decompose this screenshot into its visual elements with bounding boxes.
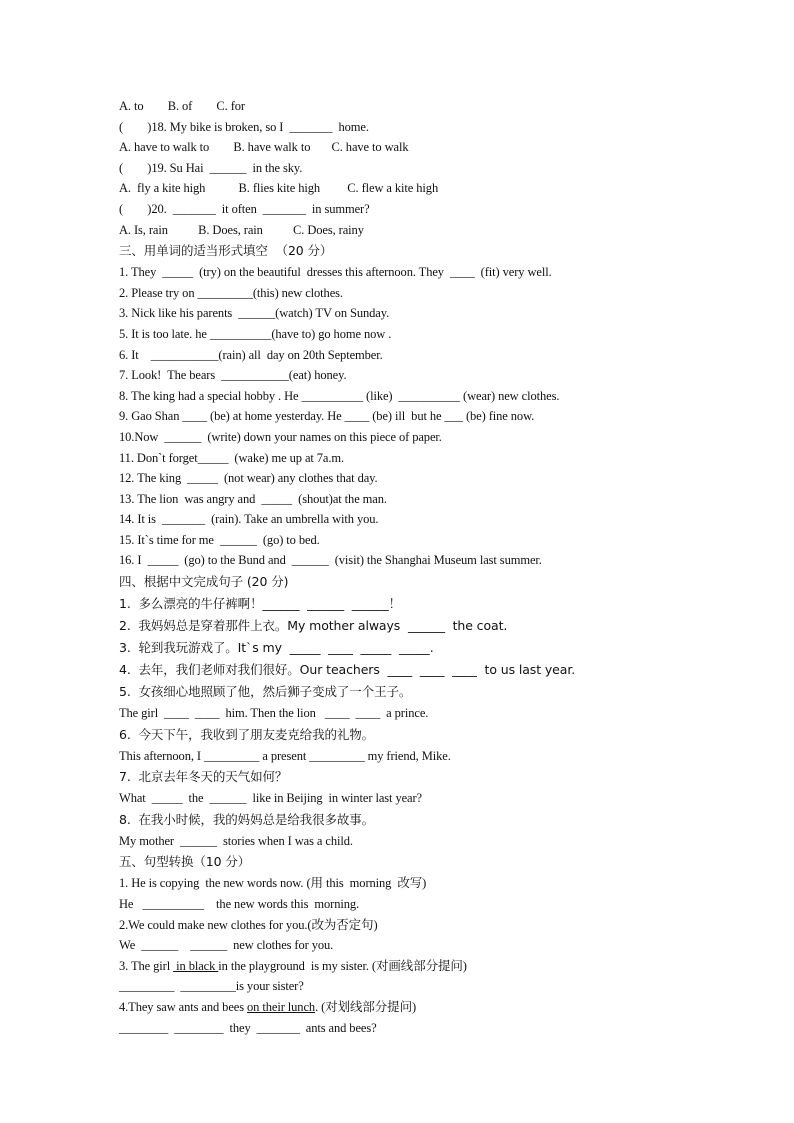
fill-item-6: 6. It ___________(rain) all day on 20th September. [119, 347, 383, 362]
options-20: A. Is, rain B. Does, rain C. Does, rainy [119, 222, 364, 237]
fill-item-3: 3. Nick like his parents ______(watch) TV on Sunday. [119, 306, 390, 321]
transform-item-3-post: in the playground is my sister. (对画线部分提问) [218, 958, 467, 973]
translate-item-2: 2. 我妈妈总是穿着那件上衣。My mother always ______ the coat. [119, 618, 508, 634]
fill-item-5: 5. It is too late. he __________(have to) go home now . [119, 326, 392, 341]
transform-item-4-answer: ________ ________ they _______ ants and bees? [119, 1020, 377, 1035]
section-3-heading: 三、用单词的适当形式填空 （20 分） [119, 243, 333, 259]
transform-item-3 [119, 956, 679, 977]
translate-item-6-english: This afternoon, I _________ a present _________ my friend, Mike. [119, 748, 451, 763]
fill-item-7: 7. Look! The bears ___________(eat) honey. [119, 368, 347, 383]
transform-item-1: 1. He is copying the new words now. (用 this morning 改写) [119, 876, 427, 891]
transform-item-4-post: . (对划线部分提问) [315, 1000, 417, 1014]
options-19: A. fly a kite high B. flies kite high C. flew a kite high [119, 181, 439, 196]
question-18: ( )18. My bike is broken, so I _______ home. [119, 119, 369, 134]
fill-item-9: 9. Gao Shan ____ (be) at home yesterday. He ____ (be) ill but he ___ (be) fine now. [119, 409, 535, 424]
transform-item-3-pre: 3. The girl [119, 958, 174, 973]
translate-item-3: 3. 轮到我玩游戏了。It`s my _____ ____ _____ _____. [119, 640, 434, 656]
section-4-heading: 四、根据中文完成句子 (20 分) [119, 574, 289, 590]
translate-item-8-english: My mother ______ stories when I was a child. [119, 833, 353, 848]
translate-item-4: 4. 去年，我们老师对我们很好。Our teachers ____ ____ ____ to us last year. [119, 662, 576, 678]
transform-item-2-answer: We ______ ______ new clothes for you. [119, 938, 334, 953]
underlined-phrase: on their lunch [247, 1000, 316, 1014]
section-5-heading: 五、句型转换（10 分） [119, 854, 251, 870]
underlined-phrase: in black [173, 958, 219, 973]
fill-item-8: 8. The king had a special hobby . He __________ (like) __________ (wear) new clothes. [119, 388, 560, 403]
fill-item-11: 11. Don`t forget_____ (wake) me up at 7a.m. [119, 450, 345, 465]
options-17: A. to B. of C. for [119, 99, 245, 113]
transform-item-1-answer: He __________ the new words this morning. [119, 897, 360, 912]
question-20: ( )20. _______ it often _______ in summer? [119, 201, 370, 216]
translate-item-5-english: The girl ____ ____ him. Then the lion ____ ____ a prince. [119, 706, 429, 721]
transform-item-4-pre: 4.They saw ants and bees [119, 1000, 248, 1014]
translate-item-7-english: What _____ the ______ like in Beijing in winter last year? [119, 791, 423, 806]
fill-item-2: 2. Please try on _________(this) new clothes. [119, 285, 343, 300]
question-19: ( )19. Su Hai ______ in the sky. [119, 160, 303, 175]
translate-item-1: 1. 多么漂亮的牛仔裤啊！______ ______ ______！ [119, 596, 402, 612]
worksheet-page [119, 96, 679, 1038]
transform-item-3-answer: _________ _________is your sister? [119, 979, 304, 994]
translate-item-6-chinese: 6. 今天下午，我收到了朋友麦克给我的礼物。 [119, 726, 375, 742]
fill-item-12: 12. The king _____ (not wear) any clothes that day. [119, 471, 378, 486]
fill-item-1: 1. They _____ (try) on the beautiful dresses this afternoon. They ____ (fit) very well. [119, 265, 552, 280]
fill-item-15: 15. It`s time for me ______ (go) to bed. [119, 532, 320, 547]
translate-item-5-chinese: 5. 女孩细心地照顾了他，然后狮子变成了一个王子。 [119, 684, 412, 700]
transform-item-2: 2.We could make new clothes for you.(改为否定句) [119, 917, 378, 932]
fill-item-16: 16. I _____ (go) to the Bund and ______ (visit) the Shanghai Museum last summer. [119, 553, 542, 568]
options-18: A. have to walk to B. have walk to C. have to walk [119, 140, 409, 155]
fill-item-13: 13. The lion was angry and _____ (shout)at the man. [119, 491, 387, 506]
translate-item-7-chinese: 7. 北京去年冬天的天气如何？ [119, 769, 288, 785]
transform-item-4 [119, 997, 679, 1018]
fill-item-10: 10.Now ______ (write) down your names on this piece of paper. [119, 429, 442, 444]
translate-item-8-chinese: 8. 在我小时候，我的妈妈总是给我很多故事。 [119, 811, 375, 827]
fill-item-14: 14. It is _______ (rain). Take an umbrella with you. [119, 512, 379, 527]
